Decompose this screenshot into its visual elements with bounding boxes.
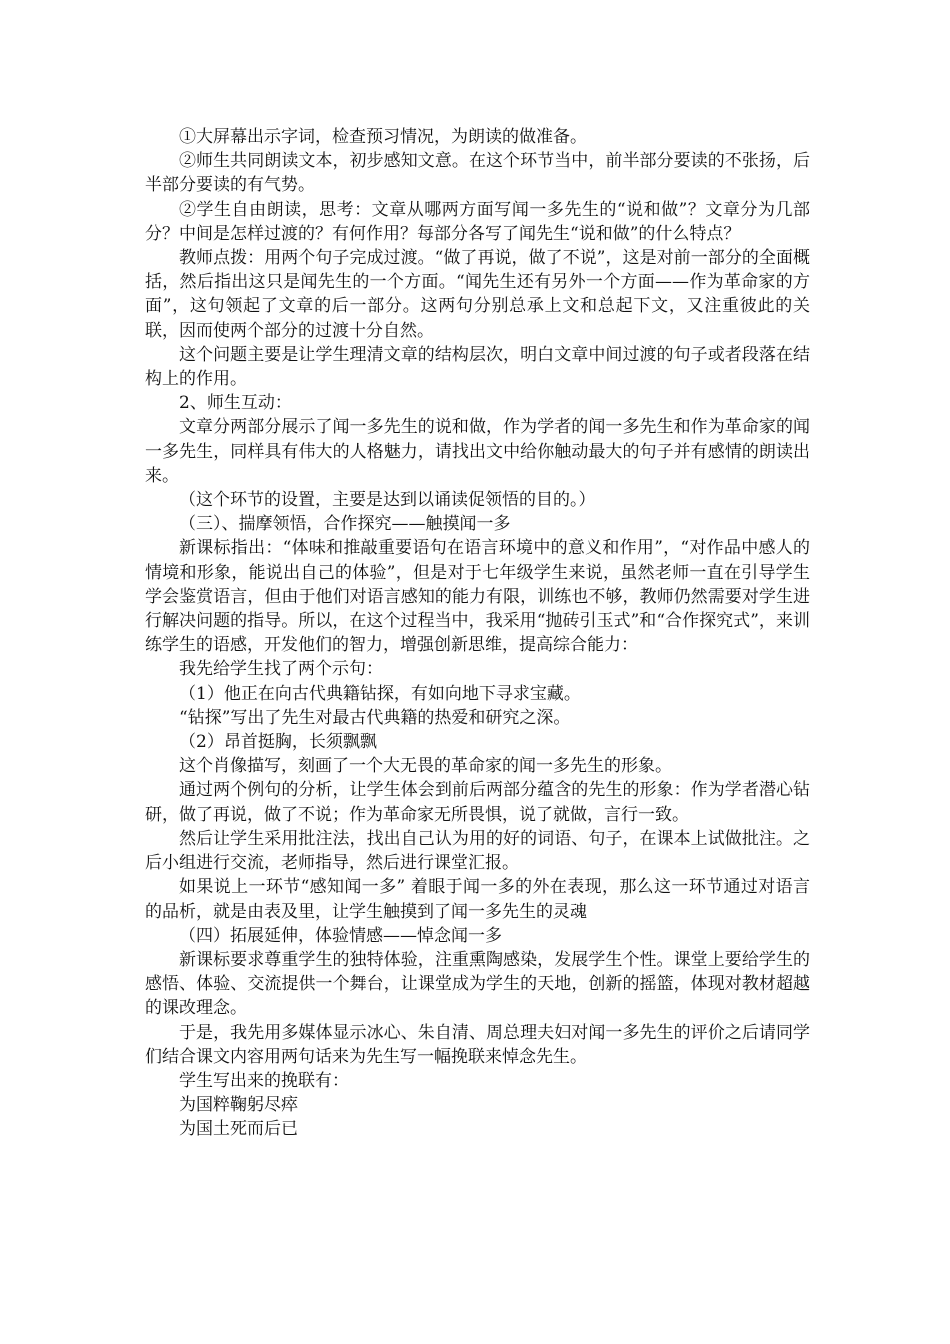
paragraph: ②学生自由朗读，思考：文章从哪两方面写闻一多先生的“说和做”？文章分为几部分？中间是怎样过渡的？有何作用？每部分各写了闻先生“说和做”的什么特点？ [145, 199, 810, 244]
paragraph: （这个环节的设置，主要是达到以诵读促领悟的目的。） [179, 490, 596, 511]
paragraph: 新课标指出：“体味和推敲重要语句在语言环境中的意义和作用”，“对作品中感人的情境和形象，能说出自己的体验”，但是对于七年级学生来说，虽然老师一直在引导学生学会鉴赏语言，但由于他们对语言感知的能力有限，训练也不够，教师仍然需要对学生进行解决问题的指导。所以，在这个过程当中，我采用“抛砖引玉式”和“合作探究式”，来训练学生的语感，开发他们的智力，增强创新思维，提高综合能力： [145, 538, 810, 656]
paragraph: 新课标要求尊重学生的独特体验，注重熏陶感染，发展学生个性。课堂上要给学生的感悟、体验、交流提供一个舞台，让课堂成为学生的天地，创新的摇篮，体现对教材超越的课改理念。 [145, 949, 810, 1019]
couplet-line: 为国土死而后已 [179, 1119, 298, 1140]
paragraph: ②师生共同朗读文本，初步感知文意。在这个环节当中，前半部分要读的不张扬，后半部分要读的有气势。 [145, 151, 810, 196]
paragraph: 于是，我先用多媒体显示冰心、朱自清、周总理夫妇对闻一多先生的评价之后请同学们结合课文内容用两句话来为先生写一幅挽联来悼念先生。 [145, 1022, 810, 1067]
paragraph: 如果说上一环节“感知闻一多” 着眼于闻一多的外在表现，那么这一环节通过对语言的品析，就是由表及里，让学生触摸到了闻一多先生的灵魂 [145, 877, 810, 922]
paragraph: 然后让学生采用批注法，找出自己认为用的好的词语、句子，在课本上试做批注。之后小组进行交流，老师指导，然后进行课堂汇报。 [145, 828, 810, 874]
paragraph: “钻探”写出了先生对最古代典籍的热爱和研究之深。 [179, 707, 571, 728]
paragraph: 我先给学生找了两个示句： [179, 659, 383, 680]
paragraph: 文章分两部分展示了闻一多先生的说和做，作为学者的闻一多先生和作为革命家的闻一多先生，同样具有伟大的人格魅力，请找出文中给你触动最大的句子并有感情的朗读出来。 [145, 417, 810, 486]
paragraph: 学生写出来的挽联有： [179, 1070, 349, 1091]
section-heading: （四）拓展延伸，体验情感——悼念闻一多 [179, 925, 502, 946]
section-heading: 2、师生互动： [179, 393, 292, 414]
paragraph: 这个问题主要是让学生理清文章的结构层次，明白文章中间过渡的句子或者段落在结构上的作用。 [145, 344, 810, 390]
couplet-line: 为国粹鞠躬尽瘁 [179, 1095, 298, 1116]
paragraph: 这个肖像描写，刻画了一个大无畏的革命家的闻一多先生的形象。 [179, 756, 672, 777]
paragraph: ①大屏幕出示字词，检查预习情况，为朗读的做准备。 [179, 127, 587, 147]
example-sentence: （2）昂首挺胸，长须飘飘 [179, 732, 377, 753]
document-body [145, 125, 810, 1142]
paragraph: 通过两个例句的分析，让学生体会到前后两部分蕴含的先生的形象：作为学者潜心钻研，做了再说，做了不说；作为革命家无所畏惧，说了就做，言行一致。 [145, 780, 810, 825]
example-sentence: （1）他正在向古代典籍钻探，有如向地下寻求宝藏。 [179, 683, 581, 704]
section-heading: （三）、揣摩领悟，合作探究——触摸闻一多 [179, 514, 511, 535]
paragraph: 教师点拨：用两个句子完成过渡。“做了再说，做了不说”，这是对前一部分的全面概括，然后指出这只是闻先生的一个方面。“闻先生还有另外一个方面——作为革命家的方面”，这句领起了文章的后一部分。这两句分别总承上文和总起下文，又注重彼此的关联，因而使两个部分的过渡十分自然。 [145, 248, 810, 341]
